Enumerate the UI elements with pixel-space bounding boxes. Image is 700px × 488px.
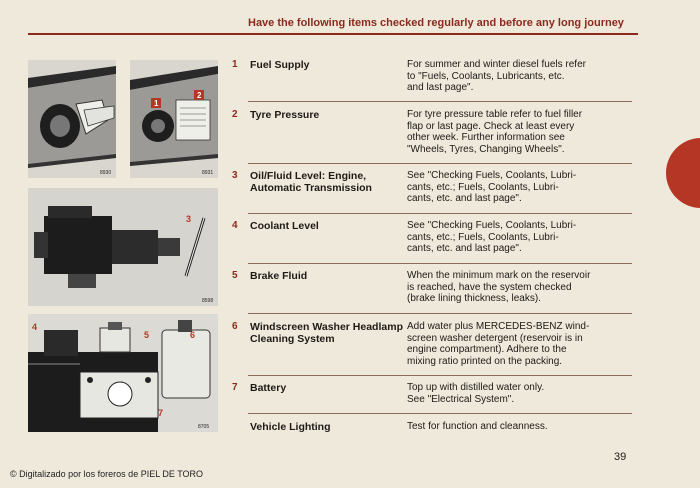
illustrations-column	[28, 60, 218, 432]
item-number: 6	[232, 321, 238, 332]
section-tab-marker	[666, 138, 700, 208]
illustration-callout: 3	[186, 214, 192, 224]
item-divider	[248, 375, 632, 376]
item-title: Vehicle Lighting	[250, 421, 331, 433]
tyre-pressure-flap-illustration	[130, 60, 218, 178]
illustration-code: 8930	[100, 170, 112, 176]
item-description: Add water plus MERCEDES-BENZ wind- screen washer detergent (reservoir is in engine compartment). Adhere to the mixing ratio printed on the packing.	[407, 321, 590, 367]
item-description: For tyre pressure table refer to fuel filler flap or last page. Check at least every other week. Further information see "Wheels, Tyres, Changing Wheels".	[407, 109, 583, 155]
engine-dipstick-illustration	[28, 188, 218, 306]
item-title: Brake Fluid	[250, 270, 308, 282]
item-description: For summer and winter diesel fuels refer to "Fuels, Coolants, Lubricants, etc. and last page".	[407, 59, 586, 93]
item-number: 7	[232, 382, 238, 393]
illustration-code: 8598	[202, 298, 214, 304]
item-description: When the minimum mark on the reservoir is reached, have the system checked (brake lining thickness, leaks).	[407, 270, 591, 304]
illustration-callout: 5	[144, 330, 150, 340]
item-divider	[248, 163, 632, 164]
item-divider	[248, 213, 632, 214]
fuel-filler-illustration	[28, 60, 116, 178]
item-description: See "Checking Fuels, Coolants, Lubri- cants, etc.; Fuels, Coolants, Lubri- cants, etc. and last page".	[407, 170, 577, 204]
item-title: Fuel Supply	[250, 59, 310, 71]
illustration-code: 8931	[202, 170, 214, 176]
item-title: Oil/Fluid Level: Engine, Automatic Transmission	[250, 170, 372, 194]
item-title: Tyre Pressure	[250, 109, 320, 121]
illustration-callout: 7	[158, 408, 164, 418]
item-number: 1	[232, 59, 238, 70]
item-number: 3	[232, 170, 238, 181]
item-number: 4	[232, 220, 238, 231]
item-title: Battery	[250, 382, 287, 394]
item-title: Coolant Level	[250, 220, 319, 232]
page-header-title: Have the following items checked regularly and before any long journey	[248, 17, 624, 29]
item-description: See "Checking Fuels, Coolants, Lubri- cants, etc.; Fuels, Coolants, Lubri- cants, etc. and last page".	[407, 220, 577, 254]
illustration-callout: 2	[197, 91, 202, 100]
item-divider	[248, 413, 632, 414]
scan-credit: © Digitalizado por los foreros de PIEL DE TORO	[10, 469, 204, 479]
illustration-callout: 4	[32, 322, 38, 332]
item-description: Top up with distilled water only. See "Electrical System".	[407, 382, 545, 405]
illustration-callout: 6	[190, 330, 196, 340]
item-divider	[248, 101, 632, 102]
item-number: 2	[232, 109, 238, 120]
header-rule	[28, 33, 638, 35]
illustration-code: 8705	[198, 424, 210, 430]
item-divider	[248, 313, 632, 314]
item-divider	[248, 263, 632, 264]
page-number: 39	[614, 451, 627, 463]
item-number: 5	[232, 270, 238, 281]
item-description: Test for function and cleanness.	[407, 421, 548, 432]
engine-compartment-illustration	[28, 314, 218, 432]
item-title: Windscreen Washer Headlamp Cleaning System	[250, 321, 403, 345]
illustration-callout: 1	[154, 99, 159, 108]
